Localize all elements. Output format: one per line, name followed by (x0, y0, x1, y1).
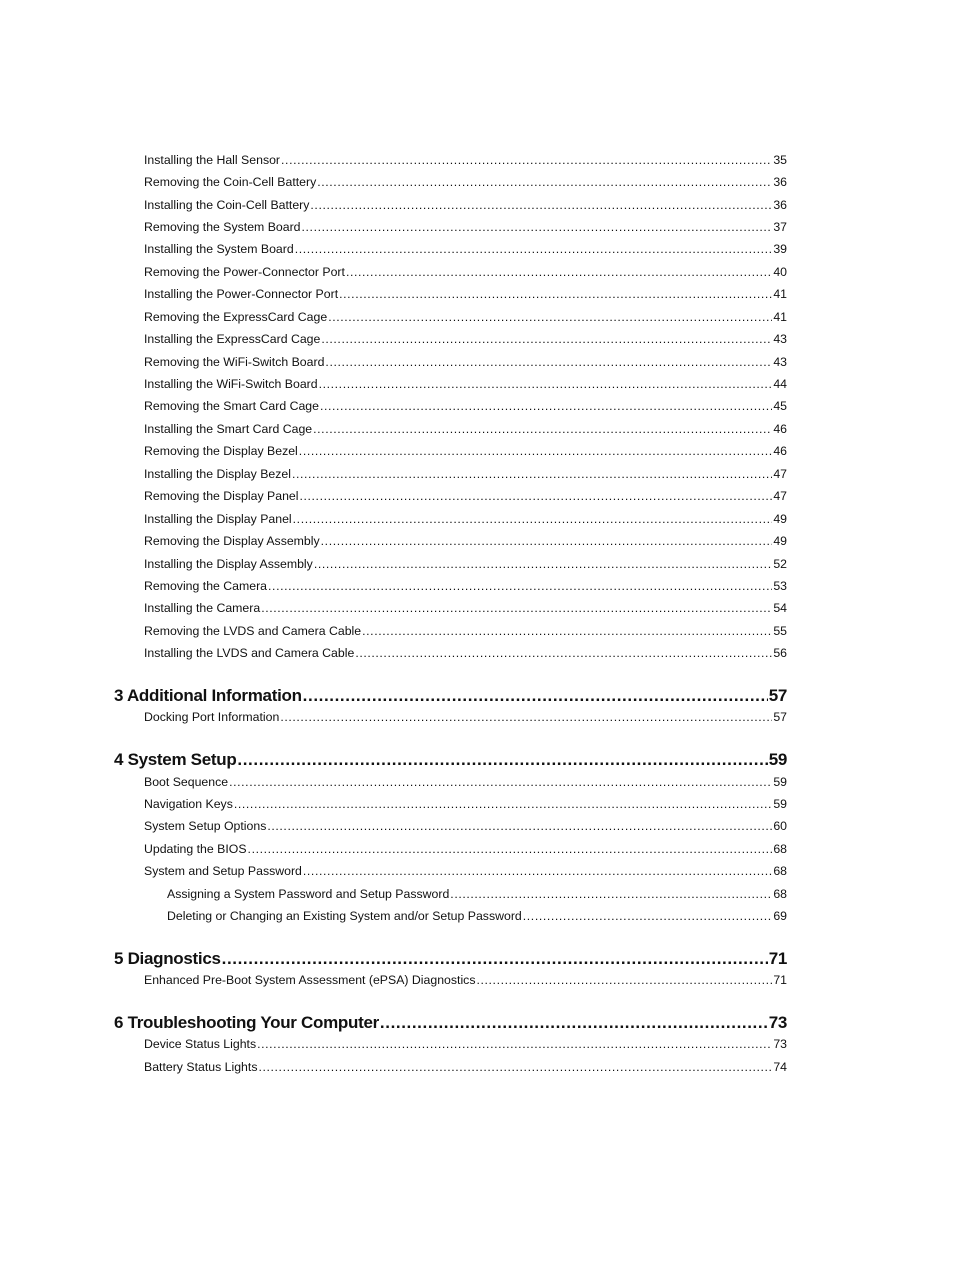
toc-entry-title: Updating the BIOS (144, 842, 247, 856)
toc-entry[interactable] (144, 577, 787, 595)
toc-entry-page: 59 (773, 797, 787, 811)
dot-leader (339, 285, 772, 303)
toc-entry[interactable] (144, 622, 787, 640)
toc-subentry-page: 69 (773, 909, 787, 923)
dot-leader (292, 465, 772, 483)
toc-entry-page: 53 (773, 579, 787, 593)
toc-entry-page: 36 (773, 198, 787, 212)
toc-entry-title: Removing the Coin-Cell Battery (144, 175, 317, 189)
toc-subentry[interactable] (167, 907, 787, 925)
toc-entry-page: 71 (773, 973, 787, 987)
toc-entry-page: 44 (773, 377, 787, 391)
dot-leader (313, 420, 772, 438)
toc-entry-page: 41 (773, 287, 787, 301)
toc-entry[interactable] (144, 353, 787, 371)
toc-entry-page: 59 (773, 775, 787, 789)
toc-chapter[interactable] (114, 748, 787, 772)
dot-leader (293, 510, 773, 528)
toc-entry[interactable] (144, 397, 787, 415)
toc-entry-title: Removing the Display Bezel (144, 444, 298, 458)
dot-leader (314, 555, 772, 573)
dot-leader (450, 885, 772, 903)
toc-entry[interactable] (144, 795, 787, 813)
toc-entry[interactable] (144, 442, 787, 460)
dot-leader (321, 330, 772, 348)
toc-entry-page: 40 (773, 265, 787, 279)
toc-entry-title: Installing the System Board (144, 242, 294, 256)
toc-entry-page: 47 (773, 467, 787, 481)
toc-entry-title: Removing the WiFi-Switch Board (144, 355, 325, 369)
dot-leader (261, 599, 772, 617)
dot-leader (267, 817, 772, 835)
dot-leader (234, 795, 772, 813)
toc-entry-page: 55 (773, 624, 787, 638)
toc-entry-page: 43 (773, 355, 787, 369)
toc-entry[interactable] (144, 1058, 787, 1076)
toc-chapter-page: 73 (768, 1013, 787, 1032)
toc-entry-page: 60 (773, 819, 787, 833)
toc-entry[interactable] (144, 196, 787, 214)
toc-entry[interactable] (144, 1035, 787, 1053)
toc-entry-page: 41 (773, 310, 787, 324)
toc-entry-page: 56 (773, 646, 787, 660)
toc-entry-title: Battery Status Lights (144, 1060, 258, 1074)
dot-leader (346, 263, 772, 281)
toc-entry-title: System and Setup Password (144, 864, 302, 878)
toc-entry[interactable] (144, 773, 787, 791)
toc-entry[interactable] (144, 285, 787, 303)
dot-leader (321, 532, 773, 550)
toc-entry[interactable] (144, 599, 787, 617)
dot-leader (302, 218, 773, 236)
toc-entry[interactable] (144, 510, 787, 528)
toc-entry-page: 68 (773, 842, 787, 856)
toc-entry-title: Removing the Smart Card Cage (144, 399, 319, 413)
dot-leader (237, 748, 767, 772)
toc-entry-title: Removing the Camera (144, 579, 268, 593)
toc-entry-page: 45 (773, 399, 787, 413)
toc-chapter[interactable] (114, 684, 787, 708)
toc-chapter-page: 71 (768, 949, 787, 968)
toc-entry-page: 52 (773, 557, 787, 571)
dot-leader (280, 708, 772, 726)
toc-entry-page: 43 (773, 332, 787, 346)
toc-entry[interactable] (144, 375, 787, 393)
toc-subentry[interactable] (167, 885, 787, 903)
toc-entry-title: Navigation Keys (144, 797, 233, 811)
toc-entry-title: Removing the System Board (144, 220, 301, 234)
toc-entry-title: Device Status Lights (144, 1037, 257, 1051)
toc-entry-page: 49 (773, 512, 787, 526)
dot-leader (258, 1058, 772, 1076)
toc-entry[interactable] (144, 555, 787, 573)
toc-entry-title: Installing the LVDS and Camera Cable (144, 646, 355, 660)
toc-chapter-title: 3 Additional Information (114, 686, 302, 705)
dot-leader (229, 773, 772, 791)
toc-entry-title: Installing the Display Bezel (144, 467, 291, 481)
toc-entry[interactable] (144, 330, 787, 348)
toc-entry[interactable] (144, 151, 787, 169)
toc-entry-title: Installing the Hall Sensor (144, 153, 281, 167)
dot-leader (476, 971, 772, 989)
toc-subentry-title: Deleting or Changing an Existing System and/or Setup Password (167, 909, 522, 923)
dot-leader (325, 353, 772, 371)
dot-leader (320, 397, 772, 415)
toc-entry[interactable] (144, 708, 787, 726)
toc-entry-title: Installing the Coin-Cell Battery (144, 198, 310, 212)
toc-subentry-title: Assigning a System Password and Setup Password (167, 887, 450, 901)
toc-entry-title: Installing the Display Panel (144, 512, 292, 526)
dot-leader (303, 862, 772, 880)
toc-entry[interactable] (144, 862, 787, 880)
toc-entry[interactable] (144, 971, 787, 989)
toc-chapter-title: 4 System Setup (114, 750, 237, 769)
dot-leader (317, 173, 772, 191)
dot-leader (310, 196, 772, 214)
toc-entry[interactable] (144, 487, 787, 505)
toc-entry-title: Installing the Smart Card Cage (144, 422, 313, 436)
toc-entry-title: Removing the ExpressCard Cage (144, 310, 328, 324)
dot-leader (328, 308, 772, 326)
toc-entry[interactable] (144, 308, 787, 326)
toc-entry-page: 35 (773, 153, 787, 167)
toc-subentry-page: 68 (773, 887, 787, 901)
toc-entry-title: Removing the LVDS and Camera Cable (144, 624, 362, 638)
toc-entry[interactable] (144, 218, 787, 236)
dot-leader (523, 907, 773, 925)
toc-entry-title: Removing the Display Assembly (144, 534, 320, 548)
dot-leader (299, 442, 773, 460)
toc-entry-title: Removing the Power-Connector Port (144, 265, 345, 279)
toc-entry[interactable] (144, 840, 787, 858)
toc-chapter-page: 59 (768, 750, 787, 769)
toc-entry-title: Boot Sequence (144, 775, 229, 789)
toc-entry-page: 46 (773, 444, 787, 458)
toc-entry-title: System Setup Options (144, 819, 267, 833)
toc-entry-title: Enhanced Pre-Boot System Assessment (ePSA) Diagnostics (144, 973, 476, 987)
toc-entry-page: 73 (773, 1037, 787, 1051)
toc-entry-title: Installing the ExpressCard Cage (144, 332, 321, 346)
toc-entry-title: Installing the Camera (144, 601, 261, 615)
toc-entry-page: 39 (773, 242, 787, 256)
toc-chapter[interactable] (114, 947, 787, 971)
toc-entry-title: Removing the Display Panel (144, 489, 299, 503)
toc-entry[interactable] (144, 465, 787, 483)
toc-entry-page: 36 (773, 175, 787, 189)
dot-leader (362, 622, 772, 640)
toc-entry[interactable] (144, 240, 787, 258)
toc-entry[interactable] (144, 817, 787, 835)
toc-entry[interactable] (144, 644, 787, 662)
toc-entry-page: 57 (773, 710, 787, 724)
dot-leader (248, 840, 773, 858)
toc-entry-page: 46 (773, 422, 787, 436)
toc-chapter-title: 6 Troubleshooting Your Computer (114, 1013, 379, 1032)
dot-leader (222, 947, 768, 971)
toc-entry-title: Installing the Power-Connector Port (144, 287, 339, 301)
toc-entry-page: 47 (773, 489, 787, 503)
dot-leader (295, 240, 773, 258)
toc-entry-page: 49 (773, 534, 787, 548)
dot-leader (380, 1011, 768, 1035)
toc-entry[interactable] (144, 532, 787, 550)
toc-chapter-page: 57 (768, 686, 787, 705)
toc-entry-page: 74 (773, 1060, 787, 1074)
toc-entry-page: 37 (773, 220, 787, 234)
dot-leader (355, 644, 772, 662)
toc-entry-page: 54 (773, 601, 787, 615)
toc-chapter[interactable] (114, 1011, 787, 1035)
toc-entry[interactable] (144, 420, 787, 438)
toc-entry-title: Installing the Display Assembly (144, 557, 313, 571)
dot-leader (319, 375, 773, 393)
toc-chapter-title: 5 Diagnostics (114, 949, 221, 968)
toc-entry[interactable] (144, 263, 787, 281)
toc-entry[interactable] (144, 173, 787, 191)
dot-leader (299, 487, 772, 505)
dot-leader (268, 577, 772, 595)
toc-entry-page: 68 (773, 864, 787, 878)
toc-entry-title: Installing the WiFi-Switch Board (144, 377, 318, 391)
dot-leader (281, 151, 772, 169)
dot-leader (257, 1035, 772, 1053)
dot-leader (303, 684, 768, 708)
toc-entry-title: Docking Port Information (144, 710, 280, 724)
